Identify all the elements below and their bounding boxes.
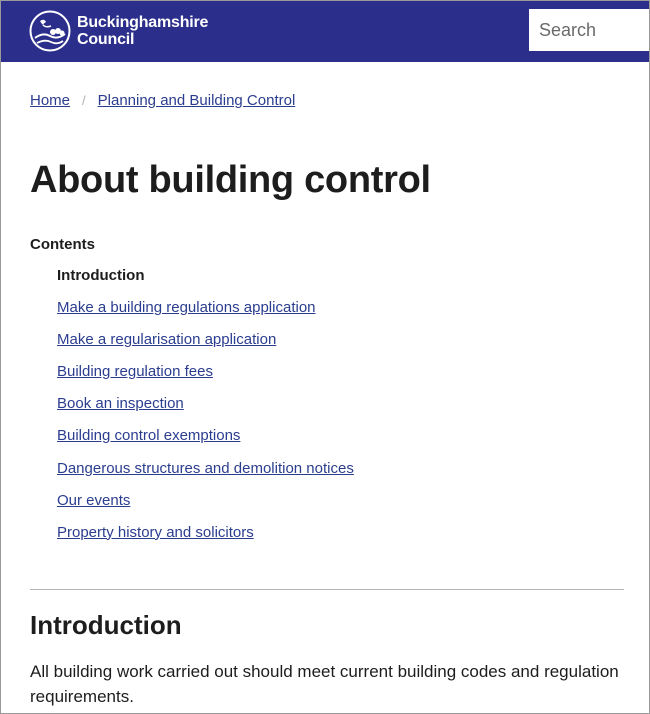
contents-link[interactable]: Dangerous structures and demolition notices (57, 459, 354, 477)
logo-line-2: Council (77, 31, 135, 48)
contents-heading: Contents (30, 236, 95, 253)
breadcrumb-separator: / (82, 93, 86, 108)
list-item (57, 363, 354, 395)
contents-link[interactable]: Make a regularisation application (57, 331, 277, 349)
contents-link[interactable]: Property history and solicitors (57, 523, 254, 541)
contents-link[interactable]: Book an inspection (57, 395, 184, 413)
section-heading: Introduction (30, 610, 182, 640)
contents-link[interactable]: Building regulation fees (57, 363, 213, 381)
contents-item-current: Introduction (57, 267, 145, 284)
site-header (1, 1, 650, 62)
list-item (57, 331, 354, 363)
swan-hills-logo-icon (29, 10, 71, 52)
breadcrumb-home-link[interactable]: Home (30, 92, 71, 109)
breadcrumb-planning-link[interactable]: Planning and Building Control (97, 92, 296, 109)
list-item (57, 524, 354, 556)
logo-line-1: Buckinghamshire (77, 14, 209, 31)
contents-list (57, 267, 354, 556)
council-logo-link[interactable] (29, 10, 208, 52)
contents-link[interactable]: Building control exemptions (57, 427, 241, 445)
list-item (57, 492, 354, 524)
intro-paragraph: All building work carried out should meet current building codes and regulation requirements. (30, 662, 619, 706)
search-input[interactable] (529, 9, 650, 51)
council-name (77, 14, 208, 48)
list-item (57, 395, 354, 427)
list-item (57, 460, 354, 492)
list-item (57, 427, 354, 459)
breadcrumb (30, 92, 295, 109)
list-item (57, 299, 354, 331)
section-divider (30, 589, 624, 590)
contents-link[interactable]: Our events (57, 491, 131, 509)
contents-link[interactable]: Make a building regulations application (57, 299, 316, 317)
page-title: About building control (30, 159, 431, 201)
